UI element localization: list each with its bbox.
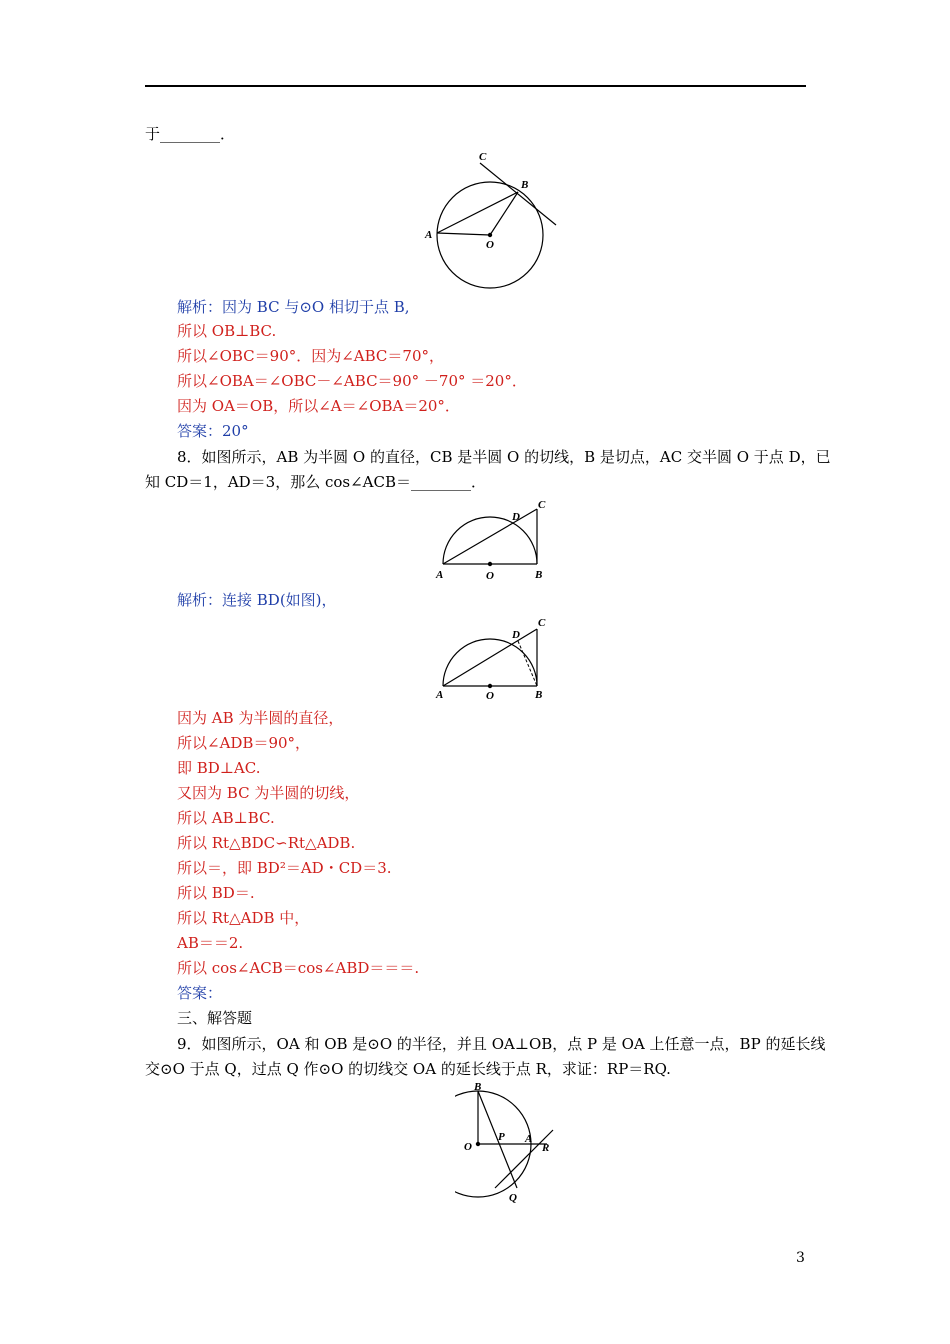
svg-text:C: C [538, 617, 546, 629]
svg-text:D: D [512, 511, 520, 523]
question-8-line-2: 知 CD＝1，AD＝3，那么 cos∠ACB＝________． [145, 473, 487, 491]
figure-semicircle-bd [428, 612, 558, 702]
svg-text:A: A [436, 569, 444, 581]
svg-text:B: B [521, 179, 529, 191]
header-rule [145, 85, 806, 87]
solution-8-line-11: 所以 cos∠ACB＝cos∠ABD＝＝＝. [177, 959, 420, 977]
svg-text:B: B [535, 689, 543, 701]
svg-text:B: B [474, 1081, 482, 1093]
solution-7-line-4: 所以∠OBA＝∠OBC－∠ABC＝90° －70° ＝20°． [177, 372, 527, 390]
solution-8-line-8: 所以 BD＝. [177, 884, 255, 902]
figure-circle-proof [455, 1080, 570, 1205]
solution-7-line-1: 解析：因为 BC 与⊙O 相切于点 B, [177, 298, 410, 316]
question-8-line-1: 8．如图所示，AB 为半圆 O 的直径，CB 是半圆 O 的切线，B 是切点，AC 交半圆 O 于点 D，已 [177, 448, 831, 466]
svg-text:P: P [498, 1131, 505, 1143]
section-heading: 三、解答题 [177, 1009, 253, 1027]
svg-text:O: O [464, 1141, 472, 1153]
svg-text:A: A [425, 229, 433, 241]
page-number: 3 [796, 1250, 805, 1266]
answer-8: 答案： [177, 984, 223, 1002]
answer-7: 答案：20° [177, 422, 249, 440]
continued-question-line: 于________． [145, 125, 236, 143]
svg-text:C: C [479, 151, 487, 163]
solution-8-line-4: 又因为 BC 为半圆的切线， [177, 784, 360, 802]
figure-circle-tangent [415, 145, 565, 290]
svg-text:A: A [525, 1133, 533, 1145]
question-9-line-1: 9．如图所示，OA 和 OB 是⊙O 的半径，并且 OA⊥OB，点 P 是 OA 上任意一点，BP 的延长线 [177, 1035, 826, 1053]
solution-8-line-9: 所以 Rt△ADB 中， [177, 909, 310, 927]
solution-8-line-7: 所以＝，即 BD²＝AD・CD＝3. [177, 859, 392, 877]
solution-7-line-2: 所以 OB⊥BC. [177, 322, 277, 340]
solution-8-line-6: 所以 Rt△BDC∽Rt△ADB. [177, 834, 356, 852]
svg-text:R: R [542, 1142, 550, 1154]
svg-text:A: A [436, 689, 444, 701]
solution-7-line-3: 所以∠OBC＝90°．因为∠ABC＝70°， [177, 347, 444, 365]
svg-text:B: B [535, 569, 543, 581]
svg-text:O: O [486, 570, 494, 582]
svg-text:O: O [486, 239, 494, 251]
svg-text:C: C [538, 499, 546, 511]
svg-text:Q: Q [509, 1192, 517, 1204]
solution-8-line-10: AB＝＝2. [177, 934, 244, 952]
solution-8-line-1: 因为 AB 为半圆的直径， [177, 709, 344, 727]
figure-semicircle [428, 496, 558, 586]
svg-text:D: D [512, 629, 520, 641]
solution-8-intro: 解析：连接 BD(如图)， [177, 591, 337, 609]
solution-8-line-5: 所以 AB⊥BC. [177, 809, 275, 827]
solution-8-line-3: 即 BD⊥AC. [177, 759, 261, 777]
question-9-line-2: 交⊙O 于点 Q，过点 Q 作⊙O 的切线交 OA 的延长线于点 R，求证：RP＝RQ. [145, 1060, 671, 1078]
svg-text:O: O [486, 690, 494, 702]
solution-7-line-5: 因为 OA＝OB，所以∠A＝∠OBA＝20°． [177, 397, 460, 415]
solution-8-line-2: 所以∠ADB＝90°， [177, 734, 311, 752]
